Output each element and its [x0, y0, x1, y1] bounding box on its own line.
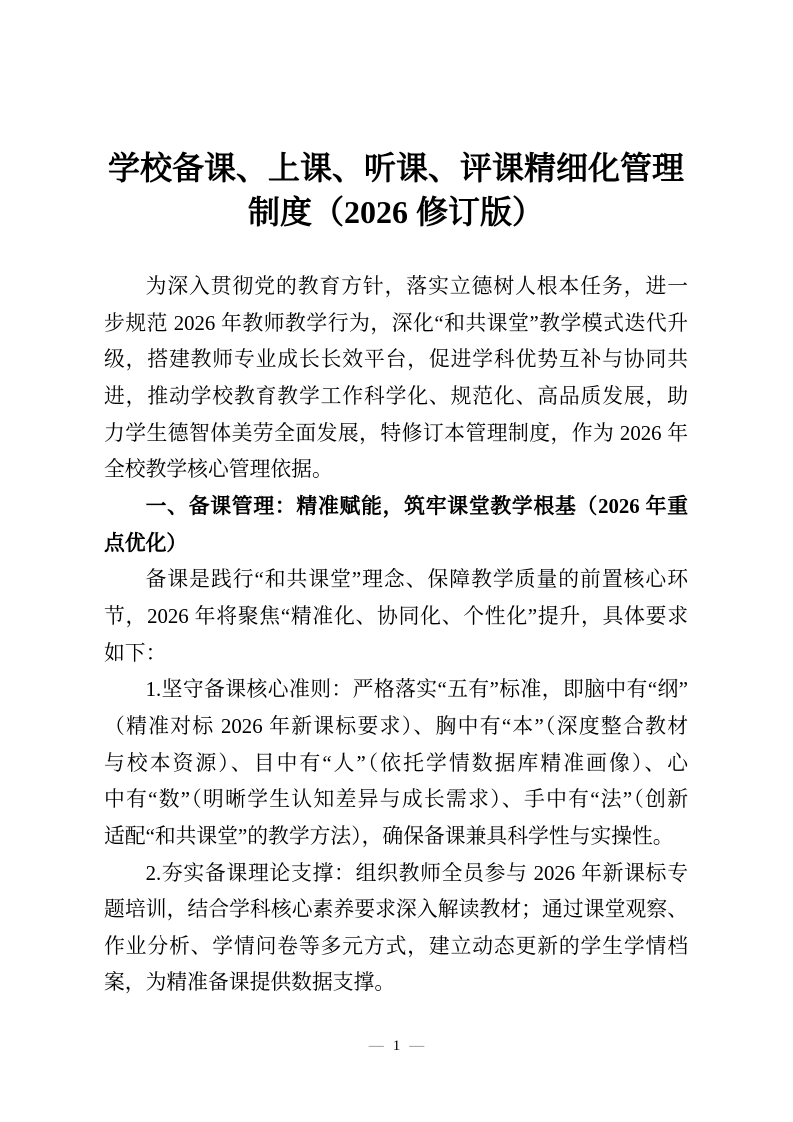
- text-line: （精准对标 2026 年新课标要求）、胸中有“本”（深度整合教材: [104, 714, 688, 738]
- text-line: 点优化）: [104, 531, 188, 555]
- text-line: 案，为精准备课提供数据支撑。: [104, 971, 396, 995]
- text-line: 为深入贯彻党的教育方针，落实立德树人根本任务，进一: [145, 275, 688, 298]
- text-line: 一、备课管理：精准赋能，筑牢课堂教学根基（2026 年重: [145, 494, 688, 518]
- text-line: 与校本资源）、目中有“人”（依托学情数据库精准画像）、心: [104, 751, 688, 775]
- text-line: 中有“数”（明晰学生认知差异与成长需求）、手中有“法”（创新: [104, 788, 688, 812]
- text-line: 备课是践行“和共课堂”理念、保障教学质量的前置核心环: [145, 568, 688, 592]
- paragraph: [104, 672, 688, 855]
- text-line: 级，搭建教师专业成长长效平台，促进学科优势互补与协同共: [104, 348, 688, 372]
- text-line: 节，2026 年将聚焦“精准化、协同化、个性化”提升，具体要求: [104, 604, 688, 628]
- text-line: 力学生德智体美劳全面发展，特修订本管理制度，作为 2026 年: [104, 421, 688, 445]
- text-line: 全校教学核心管理依据。: [104, 458, 333, 482]
- paragraph: [104, 269, 688, 489]
- text-line: 适配“和共课堂”的教学方法），确保备课兼具科学性与实操性。: [104, 824, 674, 848]
- document-body: [104, 269, 688, 1002]
- section-heading: [104, 489, 688, 562]
- text-line: 步规范 2026 年教师教学行为，深化“和共课堂”教学模式迭代升: [104, 311, 688, 335]
- document-content: [104, 146, 688, 1002]
- title-line-1: 学校备课、上课、听课、评课精细化管理: [107, 150, 684, 186]
- page-number: 1: [392, 1038, 401, 1054]
- text-line: 进，推动学校教育教学工作科学化、规范化、高品质发展，助: [104, 384, 688, 408]
- title-line-2: 制度（2026 修订版）: [247, 194, 544, 230]
- text-line: 1.坚守备课核心准则：严格落实“五有”标准，即脑中有“纲”: [145, 678, 688, 702]
- paragraph: [104, 562, 688, 672]
- text-line: 题培训，结合学科核心素养要求深入解读教材；通过课堂观察、: [104, 898, 688, 922]
- paragraph: [104, 856, 688, 1003]
- text-line: 如下：: [104, 641, 167, 665]
- document-title: [104, 146, 688, 234]
- footer-dash-right: —: [409, 1038, 425, 1054]
- footer-dash-left: —: [368, 1038, 384, 1054]
- page-footer: [0, 1036, 793, 1056]
- text-line: 2.夯实备课理论支撑：组织教师全员参与 2026 年新课标专: [145, 861, 688, 885]
- text-line: 作业分析、学情问卷等多元方式，建立动态更新的学生学情档: [104, 934, 688, 958]
